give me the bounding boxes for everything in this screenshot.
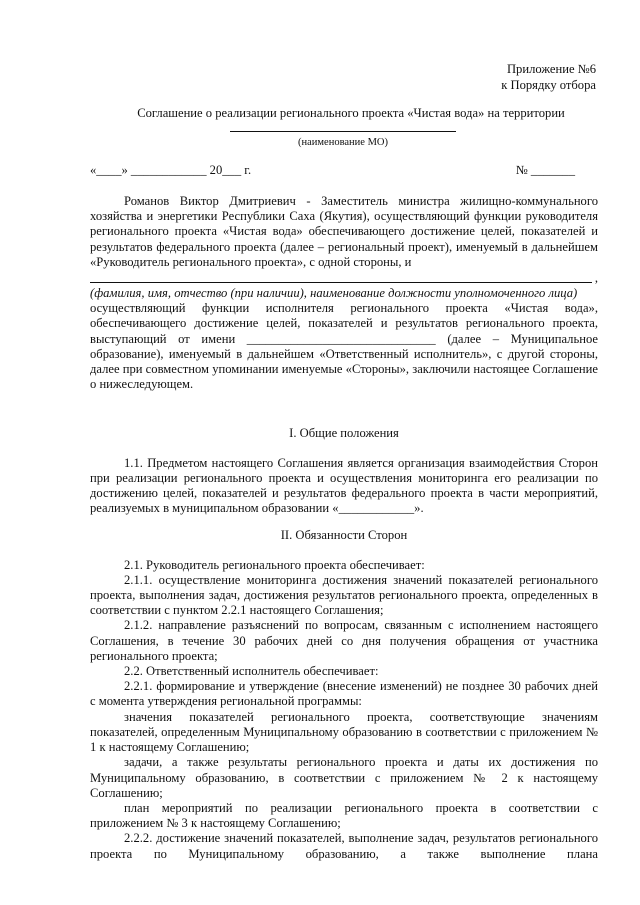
date-field: «____» ____________ 20___ г. bbox=[90, 163, 252, 177]
appendix-reference: к Порядку отбора bbox=[501, 78, 596, 92]
clause-2-1-2: 2.1.2. направление разъяснений по вопросам, связанным с исполнением настоящего Соглашения, в течение 30 рабочих дней со дня получения обращения от участника регионального проекта; bbox=[90, 618, 598, 663]
clause-2-2-2: 2.2.2. достижение значений показателей, выполнение задач, результатов регионального проекта по Муниципальному образованию, а также выполнение плана bbox=[90, 831, 598, 861]
section-1-title: I. Общие положения bbox=[289, 426, 399, 441]
blank-comma: , bbox=[594, 270, 598, 285]
agreement-number-field: № _______ bbox=[515, 163, 575, 177]
appendix-header bbox=[501, 61, 596, 93]
appendix-number: Приложение №6 bbox=[506, 62, 596, 76]
clause-tasks-results: задачи, а также результаты регионального проекта и даты их достижения по Муниципальному образованию, в соответствии с приложением № 2 к настоящему Соглашению; bbox=[90, 755, 598, 800]
official-caption: (фамилия, имя, отчество (при наличии), наименование должности уполномоченного лица) bbox=[90, 286, 578, 301]
clause-2-2-1: 2.2.1. формирование и утверждение (внесение изменений) не позднее 30 рабочих дней с момента утверждения региональной программы: bbox=[90, 679, 598, 709]
section-2-title: II. Обязанности Сторон bbox=[280, 528, 408, 543]
clause-action-plan: план мероприятий по реализации регионального проекта в соответствии с приложением № 3 к настоящему Соглашению; bbox=[90, 800, 598, 831]
clause-2-1-1: 2.1.1. осуществление мониторинга достижения значений показателей регионального проекта, выполнения задач, достижения результатов регионального проекта, определенных в соответствии с пунктом 2.2.1 настоящего Соглашения; bbox=[90, 572, 598, 618]
mo-name-blank bbox=[230, 131, 456, 132]
official-name-blank bbox=[90, 270, 598, 285]
clause-1-1: 1.1. Предметом настоящего Соглашения является организация взаимодействия Сторон при реализации регионального проекта и осуществления мониторинга его реализации по достижению целей, показателей и результатов федерального проекта в части мероприятий, реализуемых в муниципальном образовании «____________». bbox=[90, 455, 598, 516]
intro-paragraph: Романов Виктор Дмитриевич - Заместитель министра жилищно-коммунального хозяйства и энергетики Республики Саха (Якутия), осуществляющий функции руководителя регионального проекта «Чистая вода» обеспечивающего достижение целей, показателей и результатов федерального проекта (далее – региональный проект), именуемый в дальнейшем «Руководитель регионального проекта», с одной стороны, и bbox=[90, 194, 598, 269]
mo-name-caption: (наименование МО) bbox=[298, 137, 388, 148]
executor-paragraph: осуществляющий функции исполнителя регионального проекта «Чистая вода», обеспечивающего достижение целей, показателей и результатов регионального проекта, выступающий от имени ______________________________ (далее – Муниципальное образование), именуемый в дальнейшем «Ответственный исполнитель», с другой стороны, далее при совместном упоминании именуемые «Стороны», заключили настоящее Соглашение о нижеследующем. bbox=[90, 301, 598, 392]
clause-2-1: 2.1. Руководитель регионального проекта обеспечивает: bbox=[124, 557, 425, 572]
document-title: Соглашение о реализации регионального проекта «Чистая вода» на территории bbox=[137, 106, 565, 120]
clause-2-2: 2.2. Ответственный исполнитель обеспечивает: bbox=[124, 664, 379, 679]
clause-indicator-values: значения показателей регионального проекта, соответствующие значениям показателей, определенным Муниципальному образованию в соответствии с приложением № 1 к настоящему Соглашению; bbox=[90, 709, 598, 755]
document-body bbox=[90, 194, 598, 862]
date-number-row bbox=[90, 163, 575, 179]
